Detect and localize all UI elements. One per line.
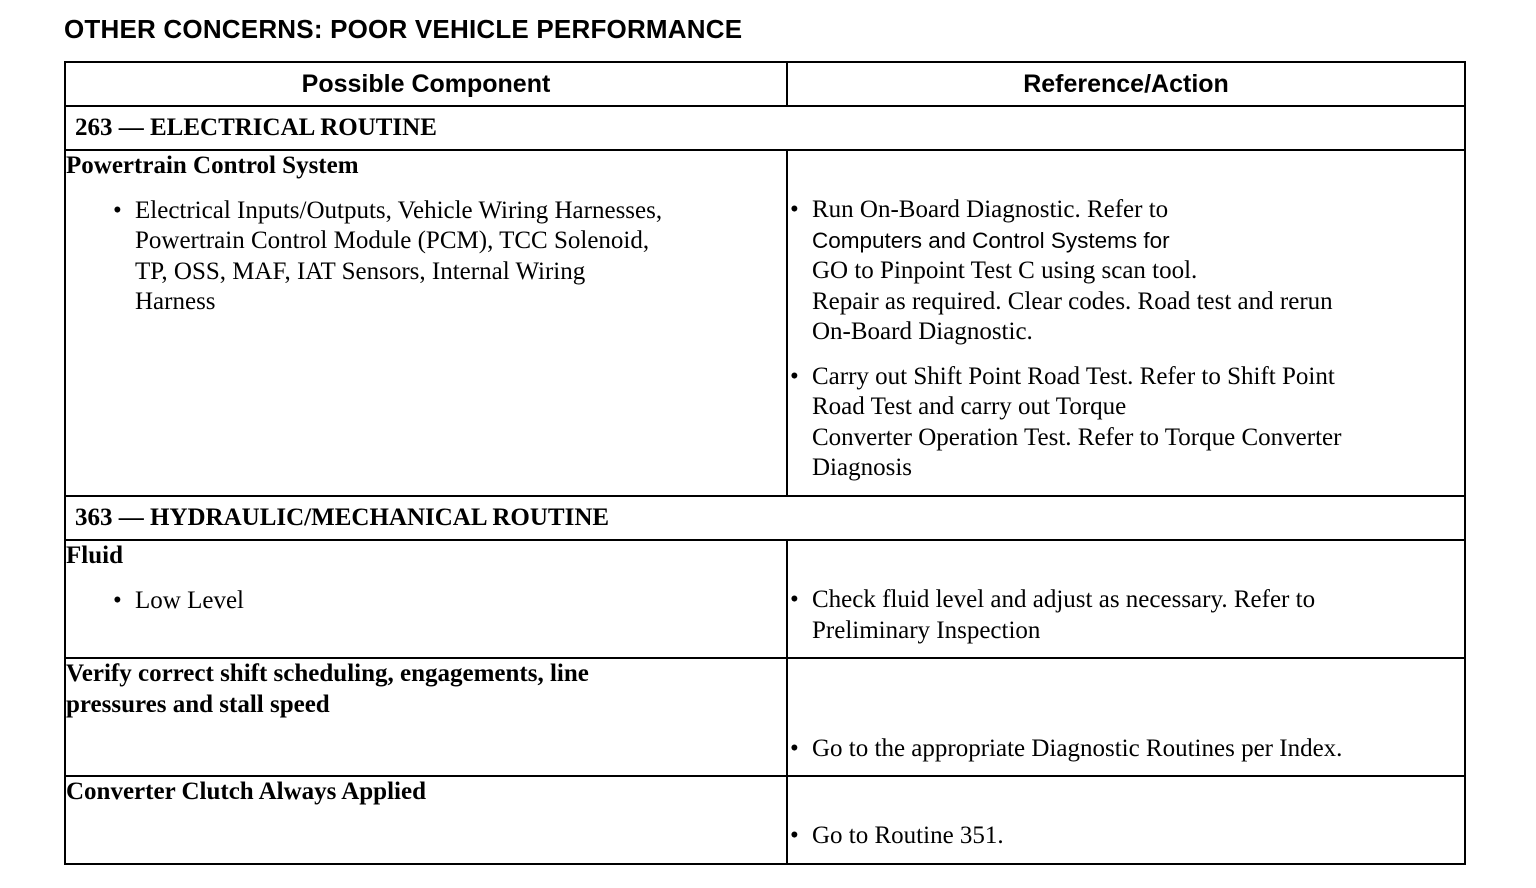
component-cell [65, 150, 787, 496]
action-line: Repair as required. Clear codes. Road test and rerun [812, 287, 1333, 315]
action-line: Preliminary Inspection [812, 616, 1041, 644]
action-line: • Go to the appropriate Diagnostic Routines per Index. [812, 735, 1343, 762]
page-title: OTHER CONCERNS: POOR VEHICLE PERFORMANCE [64, 14, 743, 44]
diagnosis-table [64, 61, 1466, 865]
component-name: Powertrain Control System [66, 152, 359, 179]
action-cell [787, 540, 1465, 658]
action-bullet [788, 195, 1464, 348]
action-line: GO to Pinpoint Test C using scan tool. [812, 257, 1198, 284]
action-line: • Check fluid level and adjust as necessary. Refer to [812, 586, 1316, 613]
bullet-line: TP, OSS, MAF, IAT Sensors, Internal Wiring [135, 257, 586, 285]
table-row-verify-shift [65, 658, 1465, 776]
component-name [66, 659, 786, 720]
component-cell [65, 658, 787, 776]
action-line: Diagnosis [812, 454, 912, 481]
bullet-line: • Electrical Inputs/Outputs, Vehicle Wiring Harnesses, [135, 196, 663, 224]
component-cell [65, 776, 787, 864]
component-line: pressures and stall speed [66, 690, 330, 718]
action-line: On-Board Diagnostic. [812, 318, 1033, 345]
action-line: • Run On-Board Diagnostic. Refer to [812, 196, 1169, 223]
action-line: Road Test and carry out Torque [812, 393, 1127, 420]
bullet-line: Powertrain Control Module (PCM), TCC Solenoid, [135, 227, 650, 254]
component-cell [65, 540, 787, 658]
component-line: Verify correct shift scheduling, engagements, line [66, 660, 589, 687]
section-row-electrical [65, 106, 1465, 150]
component-bullet [111, 586, 786, 617]
action-cell [787, 150, 1465, 496]
header-reference-action: Reference/Action [787, 62, 1465, 106]
action-bullet [788, 585, 1464, 646]
action-line: Converter Operation Test. Refer to Torque Converter [812, 423, 1342, 451]
table-header-row [65, 62, 1465, 106]
component-name: Fluid [66, 542, 123, 569]
component-bullet [111, 196, 786, 318]
section-heading-hydraulic: 363 — HYDRAULIC/MECHANICAL ROUTINE [65, 496, 1465, 540]
table-row-powertrain [65, 150, 1465, 496]
section-row-hydraulic [65, 496, 1465, 540]
action-bullet [788, 734, 1464, 765]
header-possible-component: Possible Component [65, 62, 787, 106]
section-heading-electrical: 263 — ELECTRICAL ROUTINE [65, 106, 1465, 150]
bullet-line: • Low Level [135, 586, 244, 614]
action-cell [787, 776, 1465, 864]
action-bullet [788, 821, 1464, 852]
table-row-converter-clutch [65, 776, 1465, 864]
action-cell [787, 658, 1465, 776]
action-line: • Carry out Shift Point Road Test. Refer to Shift Point [812, 362, 1335, 390]
action-bullet [788, 362, 1464, 484]
action-line: Computers and Control Systems for [812, 227, 1170, 253]
action-line: • Go to Routine 351. [812, 822, 1004, 849]
bullet-line: Harness [135, 288, 216, 315]
table-row-fluid [65, 540, 1465, 658]
component-name: Converter Clutch Always Applied [66, 778, 426, 805]
